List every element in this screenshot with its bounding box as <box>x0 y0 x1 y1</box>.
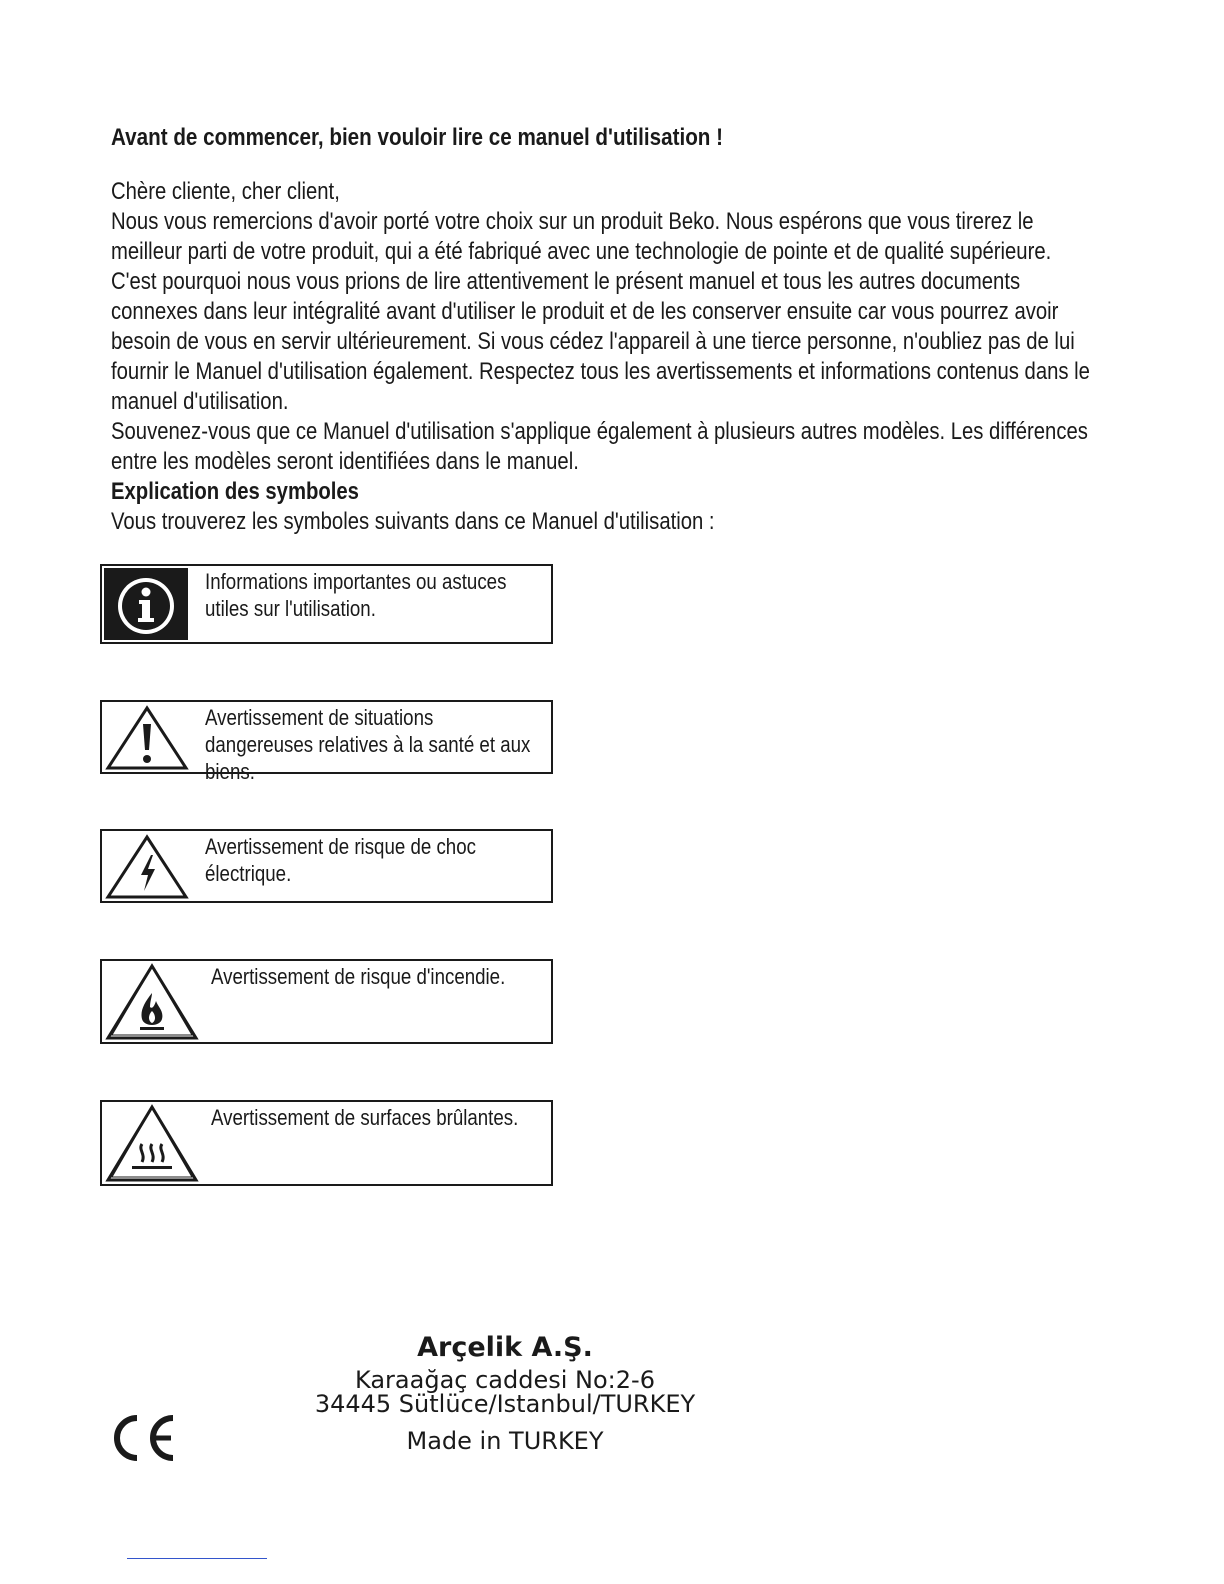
symbol-box-hot-surface <box>100 1100 553 1186</box>
fire-icon <box>104 963 200 1040</box>
symbol-box-fire <box>100 959 553 1044</box>
electric-shock-icon <box>104 833 190 899</box>
symbol-text-electric: Avertissement de risque de choc électrique. <box>205 834 476 886</box>
symbol-text-warning: Avertissement de situations dangereuses relatives à la santé et aux biens. <box>205 705 531 784</box>
symbol-box-info <box>100 564 553 644</box>
symbols-title: Explication des symboles <box>111 478 359 505</box>
greeting: Chère cliente, cher client, <box>111 178 340 205</box>
warning-icon <box>104 704 190 770</box>
intro-paragraph: Nous vous remercions d'avoir porté votre choix sur un produit Beko. Nous espérons que vous tirerez le meilleur parti de votre produit, qui a été fabriqué avec une technologie de pointe et de qualité supérieure. C'est pourquoi nous vous prions de lire attentivement le présent manuel et tous les autres documents connexes dans leur intégralité avant d'utiliser le produit et de les conserver ensuite car vous pourrez avoir besoin de vous en servir ultérieurement. Si vous cédez l'appareil à une tierce personne, n'oubliez pas de lui fournir le Manuel d'utilisation également. Respectez tous les avertissements et informations contenus dans le manuel d'utilisation. <box>111 208 1090 415</box>
symbol-box-warning <box>100 700 553 784</box>
symbol-text-info: Informations importantes ou astuces utiles sur l'utilisation. <box>205 569 507 621</box>
address-line-2: 34445 Sütlüce/Istanbul/TURKEY <box>314 1390 696 1418</box>
company-name: Arçelik A.Ş. <box>417 1332 593 1363</box>
symbol-box-electric <box>100 829 553 903</box>
hot-surface-icon <box>104 1104 200 1182</box>
symbols-intro: Vous trouverez les symboles suivants dans ce Manuel d'utilisation : <box>111 508 715 535</box>
footer-divider <box>127 1558 267 1559</box>
page-heading: Avant de commencer, bien vouloir lire ce manuel d'utilisation ! <box>111 124 724 151</box>
made-in: Made in TURKEY <box>406 1427 604 1455</box>
address-line-1: Karaağaç caddesi No:2-6 <box>355 1366 655 1394</box>
info-icon <box>104 568 188 640</box>
intro-text <box>111 177 1091 537</box>
symbol-text-fire: Avertissement de risque d'incendie. <box>211 964 506 989</box>
models-paragraph: Souvenez-vous que ce Manuel d'utilisation s'applique également à plusieurs autres modèles. Les différences entre les modèles seront identifiées dans le manuel. <box>111 418 1088 475</box>
ce-mark-logo <box>107 1412 179 1464</box>
symbol-text-hot-surface: Avertissement de surfaces brûlantes. <box>211 1105 519 1130</box>
